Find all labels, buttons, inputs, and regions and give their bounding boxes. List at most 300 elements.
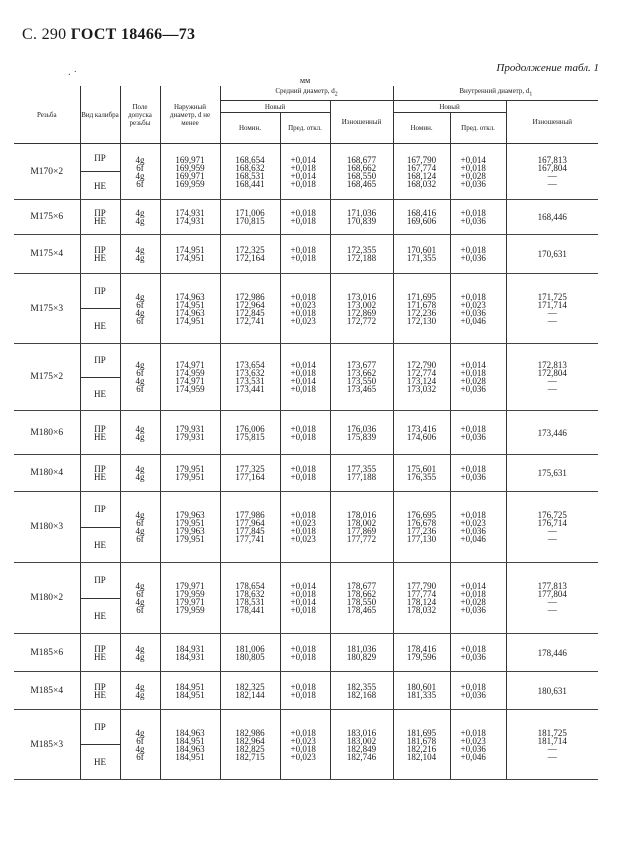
header-thread: Резьба [14, 86, 80, 144]
inner-deviation-cell-value: +0,018 [460, 368, 486, 378]
gauge-label: НЕ [94, 689, 106, 700]
outer-diameter-cell [160, 672, 220, 710]
mean-deviation-cell-value: +0,014 [290, 154, 316, 165]
inner-deviation-cell-value: +0,036 [460, 178, 486, 189]
inner-deviation-cell-value: +0,014 [460, 360, 486, 370]
page-header [22, 26, 195, 44]
table-continuation: Продолжение табл. 1 [496, 62, 599, 74]
tolerance-cell [120, 455, 160, 492]
outer-diameter-cell-value: 174,959 [175, 368, 205, 378]
inner-nominal-cell-value: 182,216 [406, 743, 437, 754]
mean-worn-cell-value: 170,839 [346, 216, 377, 226]
header-mean-diameter: Средний диаметр, $d_2$ [220, 86, 393, 101]
mean-nominal-cell [220, 274, 280, 344]
mean-deviation-cell-value: +0,018 [290, 643, 316, 654]
header-inner-deviation: Пред. откл. [450, 113, 506, 144]
inner-deviation-cell-value: +0,018 [460, 245, 486, 255]
mean-nominal-cell [220, 235, 280, 274]
table-row [14, 411, 598, 455]
mean-nominal-cell-value: 170,815 [235, 216, 265, 226]
outer-diameter-cell-value: 179,959 [175, 605, 205, 615]
tolerance-cell-value: 4g [135, 727, 145, 738]
mean-deviation-cell-value: +0,023 [290, 735, 316, 746]
mean-worn-cell-value: 182,355 [346, 681, 377, 692]
mean-worn-cell [330, 563, 393, 634]
inner-deviation-cell-value: +0,036 [460, 689, 486, 700]
mean-nominal-cell-value: 172,845 [235, 307, 265, 318]
mean-worn-cell-value: 168,677 [346, 154, 377, 165]
inner-deviation-cell-value: +0,018 [460, 589, 486, 599]
tolerance-cell [120, 344, 160, 411]
mean-deviation-cell-value: +0,018 [290, 162, 316, 173]
thread-cell: М185×6 [14, 634, 80, 672]
mean-deviation-cell-value: +0,018 [290, 431, 316, 442]
tolerance-cell [120, 411, 160, 455]
mean-deviation-cell-value: +0,014 [290, 581, 316, 591]
table-row [14, 710, 598, 780]
mean-deviation-cell [280, 455, 330, 492]
mean-worn-cell-value: 173,016 [346, 291, 377, 302]
mean-deviation-cell-value: +0,023 [290, 751, 316, 762]
inner-worn-cell [506, 634, 598, 672]
page-number: С. 290 [22, 26, 67, 43]
tolerance-cell-value: 6f [136, 162, 144, 173]
mean-worn-cell-value: 182,746 [346, 751, 377, 762]
inner-deviation-cell-value: +0,036 [460, 526, 486, 536]
mean-deviation-cell-value: +0,018 [290, 727, 316, 738]
inner-worn-cell [506, 710, 598, 780]
inner-deviation-cell [450, 563, 506, 634]
gauge-label: ПР [94, 286, 106, 296]
inner-nominal-cell-value: 173,124 [406, 376, 437, 386]
mean-deviation-cell-value: +0,014 [290, 597, 316, 607]
tolerance-cell-value: 4g [135, 526, 145, 536]
mean-nominal-cell-value: 182,986 [235, 727, 265, 738]
header-inner-diameter: Внутренний диаметр, $d_1$ [393, 86, 598, 101]
inner-worn-cell [506, 144, 598, 200]
inner-deviation-cell-value: +0,014 [460, 581, 486, 591]
mean-worn-cell-value: 176,036 [346, 423, 377, 434]
mean-deviation-cell [280, 144, 330, 200]
header-mean-deviation: Пред. откл. [280, 113, 330, 144]
thread-cell: М175×2 [14, 344, 80, 411]
mean-deviation-cell-value: +0,023 [290, 315, 316, 326]
mean-deviation-cell-value: +0,018 [290, 464, 316, 474]
inner-worn-cell-value: — [547, 384, 557, 394]
mean-worn-cell-value: 183,016 [346, 727, 377, 738]
mean-worn-cell-value: 168,465 [346, 178, 377, 189]
thread-cell: М175×3 [14, 274, 80, 344]
mean-worn-cell [330, 344, 393, 411]
inner-deviation-cell-value: +0,018 [460, 208, 486, 218]
mean-worn-cell-value: 178,662 [346, 589, 377, 599]
thread-cell: М180×4 [14, 455, 80, 492]
mean-nominal-cell [220, 672, 280, 710]
inner-nominal-cell [393, 492, 450, 563]
outer-diameter-cell [160, 634, 220, 672]
mean-deviation-cell-value: +0,018 [290, 681, 316, 692]
inner-nominal-cell-value: 176,695 [406, 510, 437, 520]
inner-worn-cell-value: — [547, 376, 557, 386]
mean-worn-cell [330, 411, 393, 455]
mean-worn-cell [330, 235, 393, 274]
mean-worn-cell-value: 172,188 [346, 253, 377, 263]
gauge-label: ПР [94, 152, 106, 163]
inner-deviation-cell [450, 672, 506, 710]
gauge-cell [80, 411, 120, 455]
header-gauge: Вид калибра [80, 86, 120, 144]
tolerance-cell-value: 6f [136, 589, 144, 599]
inner-nominal-cell-value: 181,695 [406, 727, 437, 738]
gauge-label: НЕ [81, 527, 120, 563]
tolerance-cell-value: 6f [136, 605, 144, 615]
outer-diameter-cell-value: 179,963 [175, 510, 205, 520]
table-row [14, 144, 598, 200]
mean-deviation-cell-value: +0,018 [290, 605, 316, 615]
outer-diameter-cell-value: 174,959 [175, 384, 205, 394]
mean-deviation-cell-value: +0,018 [290, 526, 316, 536]
inner-worn-cell-value: 177,804 [537, 589, 567, 599]
mean-nominal-cell-value: 171,006 [235, 208, 265, 218]
thread-cell: М185×4 [14, 672, 80, 710]
gauge-cell [80, 200, 120, 235]
gauge-label: ПР [94, 208, 106, 218]
gauge-label: НЕ [94, 431, 106, 442]
tolerance-cell-value: 4g [135, 245, 145, 255]
mean-worn-cell-value: 181,036 [346, 643, 377, 654]
header-inner-worn: Изношенный [506, 101, 598, 144]
outer-diameter-cell-value: 184,963 [175, 727, 205, 738]
outer-diameter-cell-value: 169,959 [175, 162, 205, 173]
tolerance-cell [120, 634, 160, 672]
inner-deviation-cell-value: +0,018 [460, 464, 486, 474]
mean-nominal-cell-value: 182,325 [235, 681, 265, 692]
table-row [14, 200, 598, 235]
table-row [14, 235, 598, 274]
tolerance-cell-value: 4g [135, 464, 145, 474]
gauge-label: НЕ [94, 472, 106, 482]
outer-diameter-cell-value: 179,951 [175, 464, 205, 474]
gauge-label: ПР [94, 681, 106, 692]
table-row [14, 634, 598, 672]
outer-diameter-cell [160, 710, 220, 780]
thread-cell: М180×6 [14, 411, 80, 455]
mean-nominal-cell-value: 182,825 [235, 743, 265, 754]
inner-deviation-cell-value: +0,023 [460, 518, 486, 528]
inner-nominal-cell [393, 563, 450, 634]
tolerance-cell-value: 4g [135, 423, 145, 434]
mean-nominal-cell [220, 492, 280, 563]
mean-deviation-cell [280, 492, 330, 563]
outer-diameter-cell-value: 179,959 [175, 589, 205, 599]
inner-nominal-cell-value: 181,335 [406, 689, 437, 700]
gauge-label: ПР [94, 245, 106, 255]
mean-deviation-cell-value: +0,018 [290, 689, 316, 700]
inner-worn-cell-value: 168,446 [537, 212, 567, 222]
mean-worn-cell-value: 171,036 [346, 208, 377, 218]
header-mean-nominal: Номин. [220, 113, 280, 144]
tolerance-cell-value: 4g [135, 170, 145, 181]
gauge-label: НЕ [81, 598, 120, 634]
thread-cell: М175×6 [14, 200, 80, 235]
tolerance-cell-value: 6f [136, 735, 144, 746]
tolerance-cell-value: 4g [135, 651, 145, 662]
inner-nominal-cell-value: 180,601 [406, 681, 437, 692]
gauge-label: НЕ [94, 216, 106, 226]
mean-deviation-cell-value: +0,014 [290, 376, 316, 386]
inner-nominal-cell-value: 168,032 [406, 178, 437, 189]
outer-diameter-cell-value: 184,951 [175, 681, 205, 692]
outer-diameter-cell-value: 179,963 [175, 526, 205, 536]
inner-deviation-cell [450, 144, 506, 200]
inner-nominal-cell-value: 176,355 [406, 472, 437, 482]
mean-deviation-cell-value: +0,018 [290, 307, 316, 318]
tolerance-cell-value: 6f [136, 178, 144, 189]
gauge-cell [80, 672, 120, 710]
mean-worn-cell-value: 183,002 [346, 735, 377, 746]
outer-diameter-cell-value: 174,931 [175, 216, 205, 226]
tolerance-cell-value: 4g [135, 743, 145, 754]
tolerance-cell [120, 144, 160, 200]
inner-nominal-cell [393, 634, 450, 672]
inner-worn-cell-value: — [547, 307, 557, 318]
inner-worn-cell-value: 171,725 [537, 291, 567, 302]
mean-nominal-cell-value: 173,531 [235, 376, 265, 386]
inner-worn-cell [506, 672, 598, 710]
outer-diameter-cell-value: 169,959 [175, 178, 205, 189]
inner-nominal-cell-value: 170,601 [406, 245, 437, 255]
inner-worn-cell-value: 175,631 [537, 468, 567, 478]
standard-code: ГОСТ 18466—73 [70, 26, 196, 43]
inner-nominal-cell-value: 171,355 [406, 253, 437, 263]
mean-worn-cell-value: 178,002 [346, 518, 377, 528]
mean-deviation-cell-value: +0,018 [290, 589, 316, 599]
mean-deviation-cell-value: +0,014 [290, 170, 316, 181]
inner-deviation-cell-value: +0,036 [460, 384, 486, 394]
inner-nominal-cell-value: 177,790 [406, 581, 437, 591]
tolerance-cell-value: 4g [135, 307, 145, 318]
gauge-label: НЕ [94, 253, 106, 263]
inner-worn-cell [506, 274, 598, 344]
outer-diameter-cell-value: 174,963 [175, 307, 205, 318]
tolerance-cell-value: 4g [135, 253, 145, 263]
mean-deviation-cell-value: +0,018 [290, 384, 316, 394]
mean-deviation-cell-value: +0,023 [290, 518, 316, 528]
mean-nominal-cell-value: 181,006 [235, 643, 265, 654]
tolerance-cell-value: 4g [135, 597, 145, 607]
outer-diameter-cell-value: 184,951 [175, 735, 205, 746]
outer-diameter-cell-value: 179,971 [175, 581, 205, 591]
outer-diameter-cell-value: 179,951 [175, 472, 205, 482]
header-outer-diameter: Наружный диаметр, d не менее [160, 86, 220, 144]
inner-nominal-cell-value: 177,236 [406, 526, 437, 536]
outer-diameter-cell-value: 184,951 [175, 689, 205, 700]
inner-nominal-cell-value: 168,416 [406, 208, 437, 218]
mean-nominal-cell-value: 172,164 [235, 253, 265, 263]
inner-worn-cell-value: 178,446 [537, 647, 567, 658]
outer-diameter-cell-value: 169,971 [175, 170, 205, 181]
inner-nominal-cell-value: 172,236 [406, 307, 437, 318]
outer-diameter-cell-value: 184,963 [175, 743, 205, 754]
mean-nominal-cell-value: 178,654 [235, 581, 265, 591]
inner-deviation-cell-value: +0,018 [460, 727, 486, 738]
mean-deviation-cell-value: +0,018 [290, 510, 316, 520]
inner-nominal-cell [393, 455, 450, 492]
mean-deviation-cell-value: +0,023 [290, 299, 316, 310]
tolerance-cell [120, 492, 160, 563]
mean-worn-cell-value: 178,677 [346, 581, 377, 591]
inner-nominal-cell [393, 274, 450, 344]
inner-worn-cell-value: 176,714 [537, 518, 567, 528]
mean-worn-cell-value: 172,772 [346, 315, 377, 326]
outer-diameter-cell-value: 179,971 [175, 597, 205, 607]
header-mean-worn: Изношенный [330, 101, 393, 144]
inner-deviation-cell [450, 634, 506, 672]
inner-worn-cell [506, 200, 598, 235]
outer-diameter-cell [160, 200, 220, 235]
mean-deviation-cell-value: +0,018 [290, 368, 316, 378]
mean-nominal-cell-value: 180,805 [235, 651, 265, 662]
mean-worn-cell-value: 180,829 [346, 651, 377, 662]
tolerance-cell-value: 4g [135, 216, 145, 226]
inner-deviation-cell-value: +0,018 [460, 681, 486, 692]
mean-nominal-cell [220, 710, 280, 780]
inner-worn-cell [506, 344, 598, 411]
inner-nominal-cell [393, 144, 450, 200]
inner-nominal-cell-value: 177,774 [406, 589, 437, 599]
inner-worn-cell-value: — [547, 605, 557, 615]
header-mean-new: Новый [220, 101, 330, 113]
mean-worn-cell-value: 182,849 [346, 743, 377, 754]
gauge-cell [80, 563, 120, 634]
gauge-cell [80, 634, 120, 672]
mean-nominal-cell-value: 182,964 [235, 735, 265, 746]
mean-nominal-cell-value: 173,632 [235, 368, 265, 378]
inner-deviation-cell-value: +0,036 [460, 605, 486, 615]
mean-nominal-cell [220, 144, 280, 200]
gauge-label: ПР [94, 464, 106, 474]
inner-worn-cell-value: 181,714 [537, 735, 567, 746]
mean-nominal-cell [220, 411, 280, 455]
inner-worn-cell-value: — [547, 743, 557, 754]
gauge-cell [80, 710, 120, 780]
mean-worn-cell-value: 178,550 [346, 597, 377, 607]
table-row [14, 672, 598, 710]
mean-deviation-cell [280, 344, 330, 411]
inner-worn-cell-value: 167,813 [537, 154, 567, 165]
inner-deviation-cell [450, 455, 506, 492]
mean-worn-cell [330, 274, 393, 344]
mean-nominal-cell-value: 168,441 [235, 178, 265, 189]
mean-worn-cell-value: 173,465 [346, 384, 377, 394]
tolerance-cell-value: 4g [135, 643, 145, 654]
inner-deviation-cell-value: +0,028 [460, 170, 486, 181]
mean-deviation-cell-value: +0,023 [290, 534, 316, 544]
mean-worn-cell [330, 672, 393, 710]
mean-worn-cell-value: 168,550 [346, 170, 377, 181]
inner-nominal-cell-value: 175,601 [406, 464, 437, 474]
inner-deviation-cell-value: +0,036 [460, 743, 486, 754]
mean-worn-cell-value: 177,355 [346, 464, 377, 474]
inner-nominal-cell-value: 172,790 [406, 360, 437, 370]
outer-diameter-cell-value: 179,951 [175, 518, 205, 528]
inner-deviation-cell-value: +0,046 [460, 534, 486, 544]
mean-nominal-cell [220, 563, 280, 634]
inner-worn-cell-value: — [547, 178, 557, 189]
mean-deviation-cell-value: +0,018 [290, 423, 316, 434]
mean-deviation-cell-value: +0,018 [290, 178, 316, 189]
inner-deviation-cell-value: +0,036 [460, 472, 486, 482]
outer-diameter-cell [160, 492, 220, 563]
dimensions-table [14, 86, 598, 780]
mean-deviation-cell [280, 235, 330, 274]
mean-nominal-cell-value: 182,144 [235, 689, 265, 700]
inner-deviation-cell-value: +0,018 [460, 162, 486, 173]
inner-nominal-cell [393, 411, 450, 455]
tolerance-cell-value: 4g [135, 472, 145, 482]
inner-nominal-cell-value: 176,678 [406, 518, 437, 528]
outer-diameter-cell-value: 174,971 [175, 376, 205, 386]
inner-deviation-cell-value: +0,014 [460, 154, 486, 165]
gauge-label: ПР [94, 722, 106, 732]
mean-deviation-cell [280, 672, 330, 710]
outer-diameter-cell-value: 184,951 [175, 751, 205, 762]
mean-nominal-cell-value: 175,815 [235, 431, 265, 442]
mean-deviation-cell-value: +0,018 [290, 291, 316, 302]
table-row [14, 455, 598, 492]
inner-nominal-cell [393, 235, 450, 274]
inner-deviation-cell-value: +0,046 [460, 751, 486, 762]
mean-nominal-cell-value: 178,441 [235, 605, 265, 615]
inner-nominal-cell [393, 710, 450, 780]
tolerance-cell-value: 4g [135, 689, 145, 700]
header-inner-new: Новый [393, 101, 506, 113]
inner-worn-cell [506, 455, 598, 492]
inner-worn-cell-value: — [547, 526, 557, 536]
inner-nominal-cell [393, 344, 450, 411]
mean-nominal-cell-value: 177,164 [235, 472, 265, 482]
mean-nominal-cell-value: 177,964 [235, 518, 265, 528]
inner-nominal-cell-value: 181,678 [406, 735, 437, 746]
tolerance-cell-value: 4g [135, 376, 145, 386]
inner-nominal-cell-value: 178,124 [406, 597, 437, 607]
gauge-cell [80, 274, 120, 344]
tolerance-cell [120, 235, 160, 274]
mean-worn-cell-value: 173,662 [346, 368, 377, 378]
inner-nominal-cell-value: 174,606 [406, 431, 437, 442]
tolerance-cell [120, 563, 160, 634]
inner-nominal-cell-value: 179,596 [406, 651, 437, 662]
mean-nominal-cell-value: 173,441 [235, 384, 265, 394]
gauge-cell [80, 235, 120, 274]
mean-deviation-cell [280, 634, 330, 672]
outer-diameter-cell-value: 179,931 [175, 423, 205, 434]
inner-worn-cell-value: 181,725 [537, 727, 567, 738]
mean-nominal-cell [220, 634, 280, 672]
gauge-cell [80, 492, 120, 563]
inner-worn-cell-value: 173,446 [537, 427, 567, 438]
inner-nominal-cell-value: 171,695 [406, 291, 437, 302]
inner-worn-cell-value: — [547, 534, 557, 544]
mean-deviation-cell-value: +0,018 [290, 216, 316, 226]
inner-worn-cell [506, 492, 598, 563]
gauge-label: НЕ [94, 651, 106, 662]
outer-diameter-cell [160, 455, 220, 492]
inner-deviation-cell [450, 492, 506, 563]
mean-worn-cell-value: 173,677 [346, 360, 377, 370]
inner-deviation-cell-value: +0,028 [460, 597, 486, 607]
table-row [14, 563, 598, 634]
